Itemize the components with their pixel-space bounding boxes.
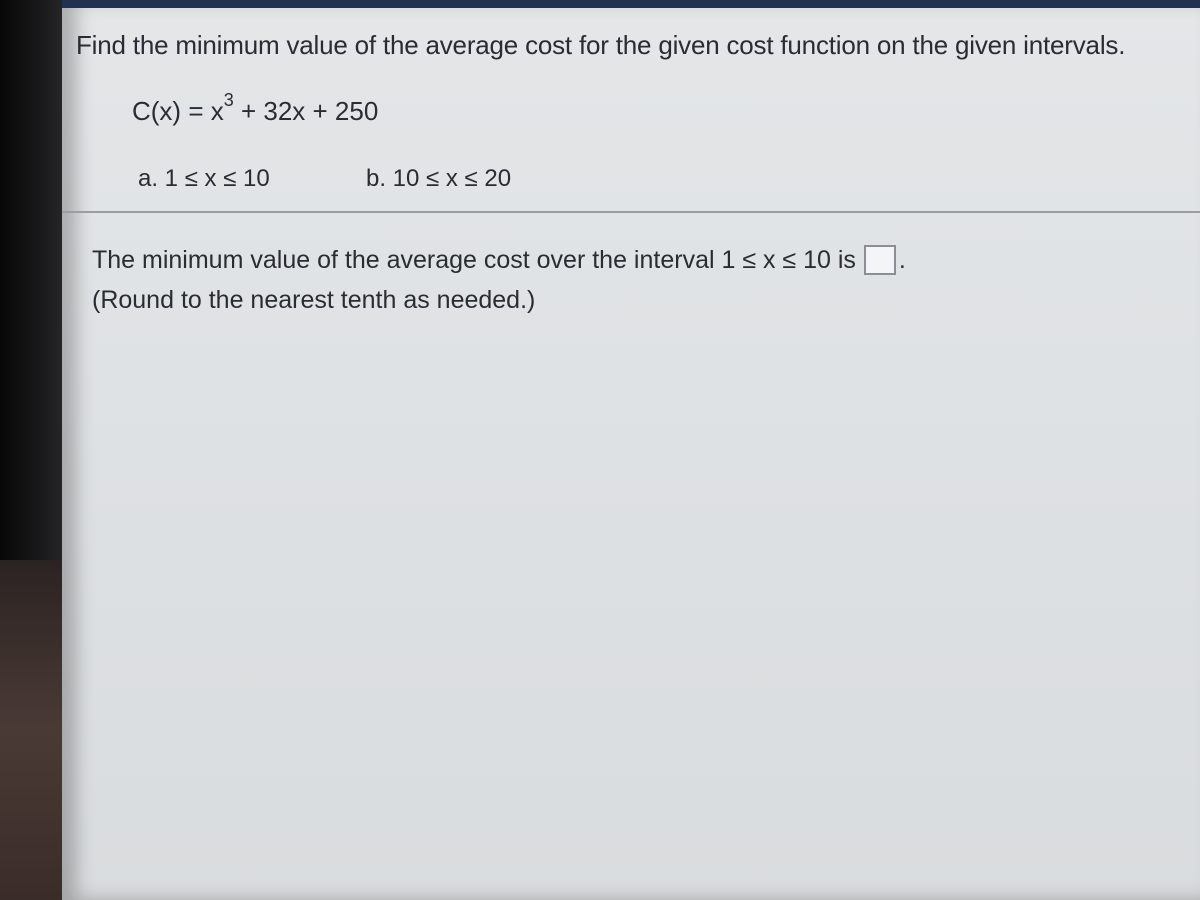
answer-input[interactable] — [864, 245, 896, 275]
answer-line — [92, 245, 906, 275]
screen — [62, 0, 1200, 900]
top-strip — [62, 0, 1200, 8]
rounding-hint: (Round to the nearest tenth as needed.) — [92, 286, 536, 314]
answer-suffix: . — [898, 245, 906, 274]
divider — [62, 211, 1200, 213]
cost-function-formula — [132, 90, 379, 127]
formula-rhs: + 32x + 250 — [233, 96, 379, 126]
interval-part-a: a. 1 ≤ x ≤ 10 — [138, 165, 270, 192]
question-prompt: Find the minimum value of the average cost for the given cost function on the given intervals. — [76, 30, 1126, 60]
interval-part-b: b. 10 ≤ x ≤ 20 — [366, 165, 512, 192]
formula-exponent: 3 — [223, 90, 234, 110]
formula-lhs: C(x) = x — [132, 96, 224, 126]
answer-prompt: The minimum value of the average cost over the interval 1 ≤ x ≤ 10 is — [92, 245, 856, 274]
